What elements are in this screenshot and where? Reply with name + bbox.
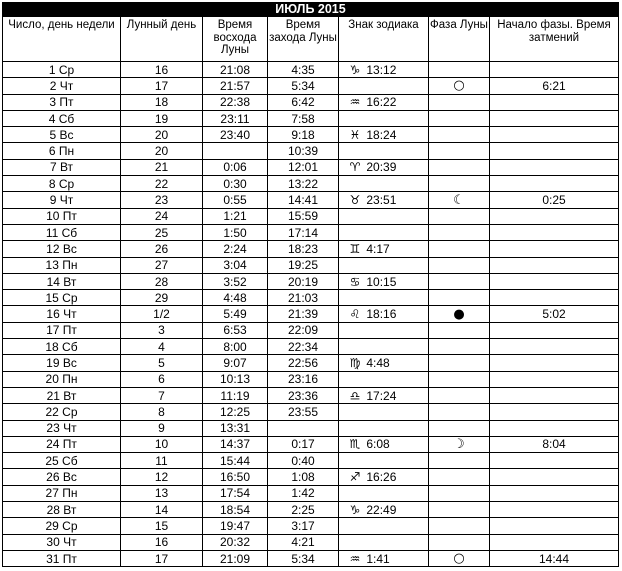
table-row [3,534,619,550]
phase-start-cell: 5:02 [490,306,619,322]
phase-start-cell [490,453,619,469]
phase-cell [429,273,490,289]
header-date: Число, день недели [3,17,121,62]
phase-start-cell [490,94,619,110]
table-row [3,322,619,338]
phase-start-cell [490,420,619,436]
zodiac-cell [339,469,429,485]
date-cell: 29 Ср [3,518,121,534]
moonset-cell: 12:01 [268,159,339,175]
table-row [3,192,619,208]
date-cell: 6 Пн [3,143,121,159]
cancer-icon: ♋ [349,274,361,289]
lunar-day-cell: 23 [121,192,203,208]
date-cell: 2 Чт [3,78,121,94]
moonset-cell: 10:39 [268,143,339,159]
table-row [3,62,619,78]
pisces-icon: ♓ [349,127,361,142]
virgo-icon: ♍ [349,355,361,370]
phase-start-cell [490,322,619,338]
zodiac-time: 20:39 [366,160,397,175]
phase-start-cell [490,290,619,306]
zodiac-cell [339,322,429,338]
zodiac-time: 6:08 [366,437,390,452]
lunar-day-cell: 12 [121,469,203,485]
date-cell: 28 Вт [3,502,121,518]
zodiac-cell [339,241,429,257]
capricorn-icon: ♑ [349,62,361,77]
lunar-day-cell: 15 [121,518,203,534]
phase-start-cell [490,339,619,355]
table-row [3,241,619,257]
moonrise-cell: 19:47 [203,518,268,534]
table-row [3,78,619,94]
moonrise-cell: 21:09 [203,550,268,566]
phase-cell [429,159,490,175]
phase-start-cell [490,371,619,387]
table-row [3,339,619,355]
moonrise-cell: 23:40 [203,127,268,143]
moonset-cell: 21:03 [268,290,339,306]
phase-start-cell [490,469,619,485]
moonrise-cell: 15:44 [203,453,268,469]
table-row [3,208,619,224]
moonrise-cell: 1:50 [203,224,268,240]
zodiac-cell [339,143,429,159]
date-cell: 4 Сб [3,110,121,126]
moonrise-cell: 1:21 [203,208,268,224]
moonrise-cell: 20:32 [203,534,268,550]
phase-cell [429,355,490,371]
moonset-cell: 1:08 [268,469,339,485]
aries-icon: ♈ [349,160,361,175]
phase-cell [429,62,490,78]
lunar-day-cell: 28 [121,273,203,289]
moonrise-cell: 2:24 [203,241,268,257]
moonset-cell: 18:23 [268,241,339,257]
phase-start-cell [490,224,619,240]
libra-icon: ♎ [349,388,361,403]
phase-start-cell [490,404,619,420]
zodiac-cell [339,290,429,306]
moonset-cell: 0:17 [268,436,339,452]
zodiac-time: 13:12 [366,62,397,77]
moonrise-cell: 3:52 [203,273,268,289]
phase-start-cell [490,143,619,159]
phase-cell [429,224,490,240]
moonrise-cell: 10:13 [203,371,268,387]
moonset-cell: 19:25 [268,257,339,273]
table-row [3,485,619,501]
lunar-day-cell: 7 [121,387,203,403]
date-cell: 18 Сб [3,339,121,355]
phase-cell [429,518,490,534]
phase-cell [429,110,490,126]
moonset-cell: 4:35 [268,62,339,78]
moonrise-cell: 12:25 [203,404,268,420]
header-phase: Фаза Луны [429,17,490,62]
zodiac-cell [339,436,429,452]
moonrise-cell: 0:55 [203,192,268,208]
zodiac-time: 10:15 [366,274,397,289]
zodiac-time: 16:22 [366,95,397,110]
date-cell: 21 Вт [3,387,121,403]
zodiac-time: 4:17 [366,241,390,256]
lunar-calendar-table [2,2,619,567]
zodiac-cell [339,534,429,550]
phase-start-cell [490,62,619,78]
phase-cell [429,387,490,403]
moonrise-cell: 13:31 [203,420,268,436]
date-cell: 5 Вс [3,127,121,143]
zodiac-time: 22:49 [366,502,397,517]
date-cell: 1 Ср [3,62,121,78]
table-row [3,453,619,469]
moonset-cell [268,420,339,436]
leo-icon: ♌ [349,307,361,322]
date-cell: 26 Вс [3,469,121,485]
moonrise-cell [203,143,268,159]
date-cell: 27 Пн [3,485,121,501]
table-row [3,387,619,403]
lunar-day-cell: 29 [121,290,203,306]
zodiac-cell [339,502,429,518]
zodiac-time: 4:48 [366,355,390,370]
date-cell: 3 Пт [3,94,121,110]
zodiac-cell [339,192,429,208]
table-row [3,502,619,518]
date-cell: 13 Пн [3,257,121,273]
zodiac-cell [339,355,429,371]
moonset-cell: 1:42 [268,485,339,501]
moonset-cell: 20:19 [268,273,339,289]
lunar-day-cell: 17 [121,550,203,566]
zodiac-cell [339,420,429,436]
phase-start-cell [490,502,619,518]
date-cell: 30 Чт [3,534,121,550]
moonrise-cell: 3:04 [203,257,268,273]
phase-cell [429,241,490,257]
zodiac-cell [339,94,429,110]
phase-start-cell [490,110,619,126]
lunar-day-cell: 26 [121,241,203,257]
zodiac-cell [339,453,429,469]
zodiac-time: 17:24 [366,388,397,403]
last-quarter-icon: ☾ [453,192,465,208]
moonset-cell: 4:21 [268,534,339,550]
moonset-cell: 23:36 [268,387,339,403]
table-row [3,273,619,289]
moonset-cell: 23:55 [268,404,339,420]
moonset-cell: 7:58 [268,110,339,126]
phase-cell [429,208,490,224]
date-cell: 31 Пт [3,550,121,566]
lunar-day-cell: 3 [121,322,203,338]
phase-start-cell: 6:21 [490,78,619,94]
zodiac-time: 18:16 [366,307,397,322]
date-cell: 16 Чт [3,306,121,322]
moonrise-cell: 9:07 [203,355,268,371]
taurus-icon: ♉ [349,193,361,208]
zodiac-time: 18:24 [366,127,397,142]
new-moon-icon: ● [453,306,465,322]
zodiac-time: 1:41 [366,551,390,566]
date-cell: 9 Чт [3,192,121,208]
phase-cell [429,485,490,501]
table-row [3,550,619,566]
table-row [3,404,619,420]
moonset-cell: 23:16 [268,371,339,387]
lunar-day-cell: 20 [121,127,203,143]
moonrise-cell: 16:50 [203,469,268,485]
phase-start-cell: 8:04 [490,436,619,452]
zodiac-cell [339,110,429,126]
date-cell: 7 Вт [3,159,121,175]
moonrise-cell: 17:54 [203,485,268,501]
phase-cell [429,420,490,436]
phase-start-cell: 0:25 [490,192,619,208]
lunar-day-cell: 16 [121,62,203,78]
phase-cell [429,322,490,338]
phase-cell [429,534,490,550]
date-cell: 24 Пт [3,436,121,452]
moonset-cell: 22:56 [268,355,339,371]
header-lunar-day: Лунный день [121,17,203,62]
zodiac-cell [339,224,429,240]
table-row [3,306,619,322]
date-cell: 11 Сб [3,224,121,240]
lunar-day-cell: 17 [121,78,203,94]
zodiac-cell [339,404,429,420]
date-cell: 22 Ср [3,404,121,420]
header-zodiac: Знак зодиака [339,17,429,62]
zodiac-cell [339,78,429,94]
zodiac-cell [339,208,429,224]
phase-cell [429,550,490,566]
phase-start-cell [490,159,619,175]
zodiac-cell [339,371,429,387]
phase-start-cell [490,176,619,192]
header-moonrise: Время восхода Луны [203,17,268,62]
moonset-cell: 22:09 [268,322,339,338]
zodiac-cell [339,176,429,192]
full-moon-icon: ○ [453,551,465,567]
table-row [3,518,619,534]
lunar-day-cell: 22 [121,176,203,192]
date-cell: 25 Сб [3,453,121,469]
phase-cell [429,469,490,485]
phase-cell [429,94,490,110]
phase-start-cell [490,127,619,143]
lunar-day-cell: 21 [121,159,203,175]
lunar-day-cell: 13 [121,485,203,501]
phase-start-cell: 14:44 [490,550,619,566]
phase-start-cell [490,485,619,501]
phase-cell [429,502,490,518]
table-title: ИЮЛЬ 2015 [3,3,619,17]
moonrise-cell: 21:08 [203,62,268,78]
capricorn-icon: ♑ [349,502,361,517]
moonset-cell: 5:34 [268,78,339,94]
zodiac-cell [339,306,429,322]
phase-start-cell [490,241,619,257]
header-row [3,17,619,62]
table-row [3,94,619,110]
aquarius-icon: ♒ [349,551,361,566]
table-row [3,355,619,371]
moonset-cell: 15:59 [268,208,339,224]
lunar-day-cell: 19 [121,110,203,126]
phase-start-cell [490,534,619,550]
zodiac-cell [339,550,429,566]
moonrise-cell: 5:49 [203,306,268,322]
moonrise-cell: 8:00 [203,339,268,355]
moonset-cell: 14:41 [268,192,339,208]
table-row [3,290,619,306]
moonrise-cell: 11:19 [203,387,268,403]
zodiac-cell [339,518,429,534]
phase-cell [429,453,490,469]
moonset-cell: 3:17 [268,518,339,534]
phase-cell [429,306,490,322]
phase-start-cell [490,518,619,534]
gemini-icon: ♊ [349,241,361,256]
moonrise-cell: 22:38 [203,94,268,110]
table-row [3,224,619,240]
phase-cell [429,404,490,420]
phase-cell [429,143,490,159]
full-moon-icon: ○ [453,78,465,94]
table-row [3,436,619,452]
date-cell: 15 Ср [3,290,121,306]
lunar-day-cell: 1/2 [121,306,203,322]
moonset-cell: 13:22 [268,176,339,192]
phase-start-cell [490,257,619,273]
table-body [3,62,619,567]
moonrise-cell: 14:37 [203,436,268,452]
table-row [3,143,619,159]
zodiac-cell [339,62,429,78]
moonset-cell: 5:34 [268,550,339,566]
phase-cell [429,176,490,192]
table-row [3,371,619,387]
phase-start-cell [490,208,619,224]
moonrise-cell: 18:54 [203,502,268,518]
zodiac-cell [339,273,429,289]
moonrise-cell: 6:53 [203,322,268,338]
zodiac-cell [339,127,429,143]
sagittarius-icon: ♐ [349,470,361,485]
date-cell: 10 Пт [3,208,121,224]
moonrise-cell: 0:30 [203,176,268,192]
date-cell: 12 Вс [3,241,121,257]
date-cell: 17 Пт [3,322,121,338]
lunar-day-cell: 20 [121,143,203,159]
table-row [3,159,619,175]
table-row [3,127,619,143]
phase-start-cell [490,387,619,403]
lunar-day-cell: 14 [121,502,203,518]
date-cell: 23 Чт [3,420,121,436]
moonset-cell: 6:42 [268,94,339,110]
table-row [3,176,619,192]
phase-cell [429,436,490,452]
zodiac-cell [339,257,429,273]
moonset-cell: 22:34 [268,339,339,355]
moonrise-cell: 0:06 [203,159,268,175]
date-cell: 19 Вс [3,355,121,371]
lunar-day-cell: 9 [121,420,203,436]
zodiac-cell [339,387,429,403]
lunar-day-cell: 11 [121,453,203,469]
lunar-day-cell: 18 [121,94,203,110]
moonset-cell: 0:40 [268,453,339,469]
title-row [3,3,619,17]
phase-cell [429,127,490,143]
phase-cell [429,78,490,94]
moonrise-cell: 4:48 [203,290,268,306]
zodiac-time: 16:26 [366,470,397,485]
lunar-day-cell: 27 [121,257,203,273]
zodiac-cell [339,485,429,501]
lunar-day-cell: 25 [121,224,203,240]
zodiac-cell [339,159,429,175]
header-phase-start: Начало фазы. Время затмений [490,17,619,62]
first-quarter-icon: ☽ [453,436,465,452]
aquarius-icon: ♒ [349,95,361,110]
lunar-day-cell: 5 [121,355,203,371]
header-moonset: Время захода Луны [268,17,339,62]
scorpio-icon: ♏ [349,437,361,452]
moonrise-cell: 21:57 [203,78,268,94]
table-row [3,110,619,126]
phase-cell [429,371,490,387]
zodiac-cell [339,339,429,355]
moonset-cell: 2:25 [268,502,339,518]
lunar-day-cell: 6 [121,371,203,387]
zodiac-time: 23:51 [366,193,397,208]
phase-start-cell [490,355,619,371]
phase-cell [429,192,490,208]
moonrise-cell: 23:11 [203,110,268,126]
moonset-cell: 21:39 [268,306,339,322]
lunar-day-cell: 10 [121,436,203,452]
date-cell: 8 Ср [3,176,121,192]
moonset-cell: 17:14 [268,224,339,240]
table-row [3,257,619,273]
date-cell: 14 Вт [3,273,121,289]
lunar-day-cell: 16 [121,534,203,550]
phase-start-cell [490,273,619,289]
table-row [3,469,619,485]
lunar-day-cell: 4 [121,339,203,355]
table-row [3,420,619,436]
phase-cell [429,290,490,306]
lunar-day-cell: 24 [121,208,203,224]
date-cell: 20 Пн [3,371,121,387]
phase-cell [429,339,490,355]
phase-cell [429,257,490,273]
moonset-cell: 9:18 [268,127,339,143]
lunar-day-cell: 8 [121,404,203,420]
